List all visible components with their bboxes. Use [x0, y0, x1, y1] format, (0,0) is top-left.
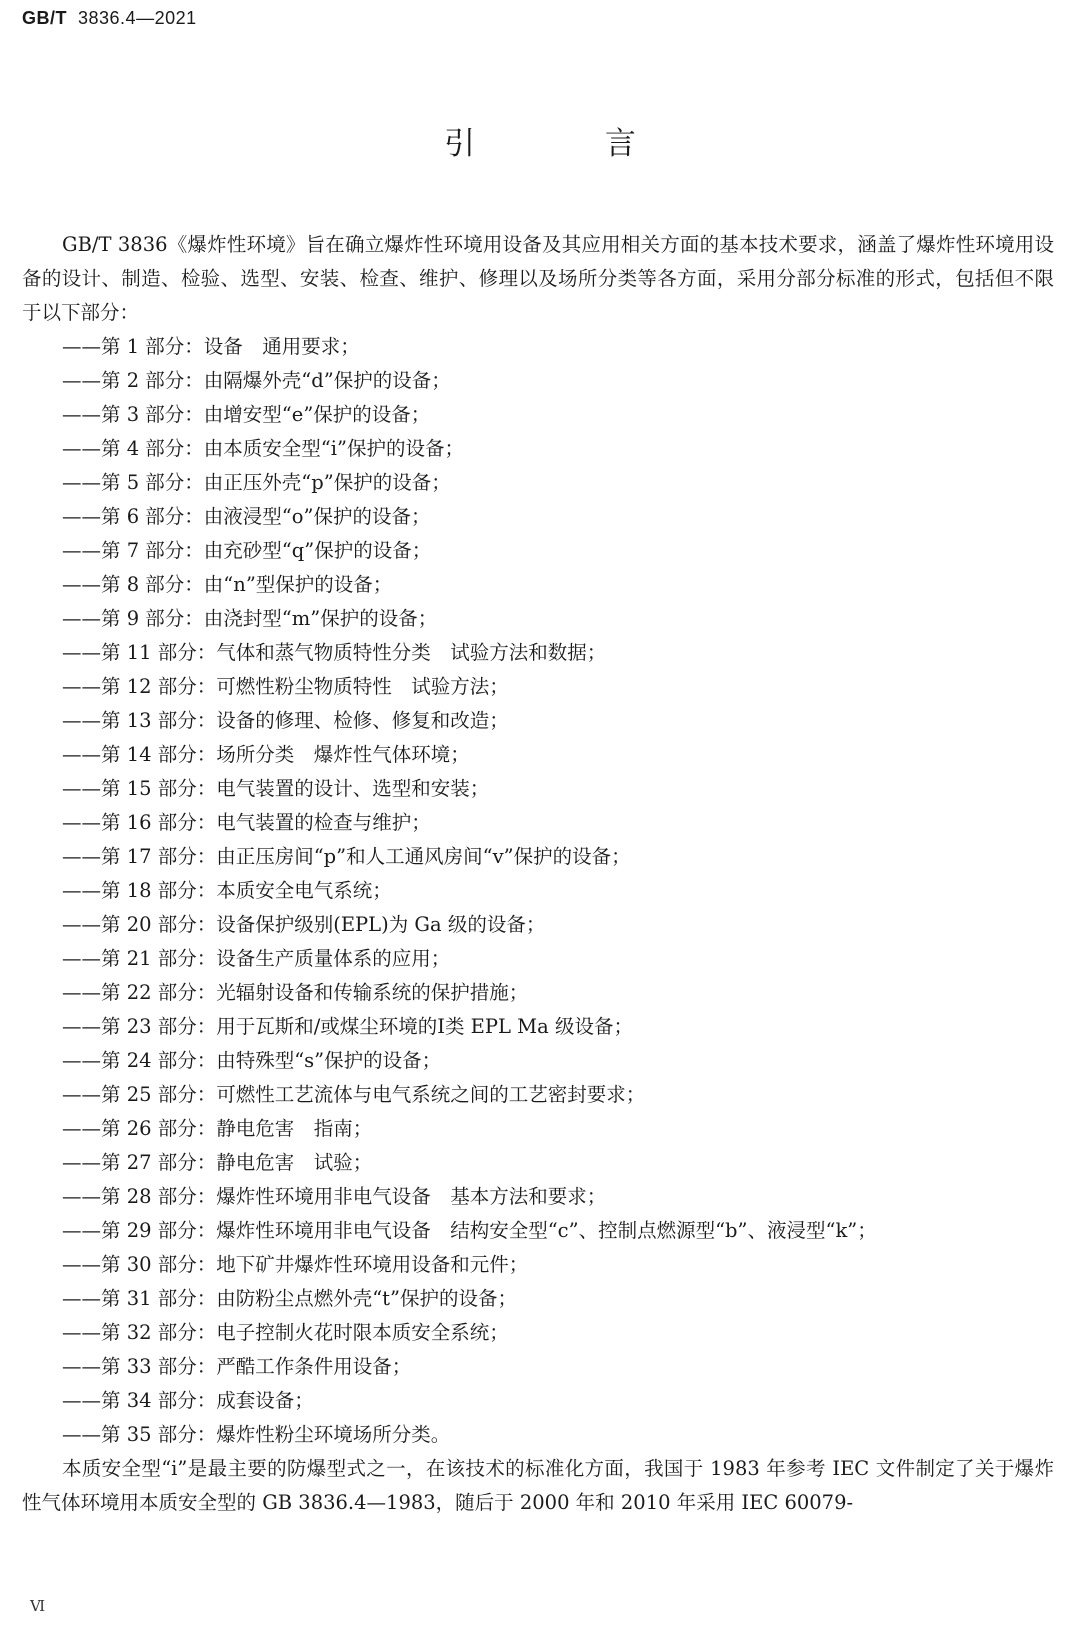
list-item: ——第 26 部分：静电危害 指南；: [62, 1117, 373, 1140]
list-item: ——第 12 部分：可燃性粉尘物质特性 试验方法；: [62, 675, 509, 698]
list-item: ——第 3 部分：由增安型“e”保护的设备；: [62, 403, 431, 426]
list-item: ——第 9 部分：由浇封型“m”保护的设备；: [62, 607, 438, 630]
standard-number: 3836.4—2021: [78, 8, 197, 28]
list-item: ——第 15 部分：电气装置的设计、选型和安装；: [62, 777, 490, 800]
list-item: ——第 27 部分：静电危害 试验；: [62, 1151, 373, 1174]
list-item: ——第 16 部分：电气装置的检查与维护；: [62, 811, 431, 834]
list-item: ——第 20 部分：设备保护级别(EPL)为 Ga 级的设备；: [62, 913, 546, 936]
list-item: ——第 14 部分：场所分类 爆炸性气体环境；: [62, 743, 470, 766]
list-item: ——第 11 部分：气体和蒸气物质特性分类 试验方法和数据；: [62, 641, 607, 664]
list-item: ——第 5 部分：由正压外壳“p”保护的设备；: [62, 471, 451, 494]
intro-paragraph: GB/T 3836《爆炸性环境》旨在确立爆炸性环境用设备及其应用相关方面的基本技术要求，涵盖了爆炸性环境用设备的设计、制造、检验、选型、安装、检查、维护、修理以及场所分类等各方面，采用分部分标准的形式，包括但不限于以下部分：: [22, 233, 1054, 324]
list-item: ——第 21 部分：设备生产质量体系的应用；: [62, 947, 451, 970]
list-item: ——第 4 部分：由本质安全型“i”保护的设备；: [62, 437, 464, 460]
list-item: ——第 24 部分：由特殊型“s”保护的设备；: [62, 1049, 442, 1072]
list-item: ——第 22 部分：光辐射设备和传输系统的保护措施；: [62, 981, 529, 1004]
list-item: ——第 17 部分：由正压房间“p”和人工通风房间“v”保护的设备；: [62, 845, 631, 868]
list-item: ——第 30 部分：地下矿井爆炸性环境用设备和元件；: [62, 1253, 529, 1276]
list-item: ——第 13 部分：设备的修理、检修、修复和改造；: [62, 709, 509, 732]
list-item: ——第 33 部分：严酷工作条件用设备；: [62, 1355, 412, 1378]
standard-code: GB/T: [22, 8, 67, 28]
list-item: ——第 35 部分：爆炸性粉尘环境场所分类。: [62, 1423, 451, 1446]
list-item: ——第 25 部分：可燃性工艺流体与电气系统之间的工艺密封要求；: [62, 1083, 646, 1106]
list-item: ——第 23 部分：用于瓦斯和/或煤尘环境的Ⅰ类 EPL Ma 级设备；: [62, 1015, 633, 1038]
list-item: ——第 34 部分：成套设备；: [62, 1389, 314, 1412]
document-body: [22, 228, 1054, 1520]
list-item: ——第 1 部分：设备 通用要求；: [62, 335, 360, 358]
closing-paragraph: 本质安全型“i”是最主要的防爆型式之一，在该技术的标准化方面，我国于 1983 年参考 IEC 文件制定了关于爆炸性气体环境用本质安全型的 GB 3836.4—1983，随后于 2000 年和 2010 年采用 IEC 60079-: [22, 1457, 1054, 1514]
list-item: ——第 8 部分：由“n”型保护的设备；: [62, 573, 393, 596]
standard-header: [22, 8, 197, 29]
list-item: ——第 31 部分：由防粉尘点燃外壳“t”保护的设备；: [62, 1287, 517, 1310]
page-title: 引 言: [444, 126, 696, 162]
page-number: Ⅵ: [30, 1597, 46, 1615]
list-item: ——第 29 部分：爆炸性环境用非电气设备 结构安全型“c”、控制点燃源型“b”、液浸型“k”；: [62, 1219, 877, 1242]
parts-list: [22, 330, 1054, 1452]
list-item: ——第 2 部分：由隔爆外壳“d”保护的设备；: [62, 369, 451, 392]
list-item: ——第 18 部分：本质安全电气系统；: [62, 879, 392, 902]
list-item: ——第 28 部分：爆炸性环境用非电气设备 基本方法和要求；: [62, 1185, 607, 1208]
list-item: ——第 6 部分：由液浸型“o”保护的设备；: [62, 505, 431, 528]
list-item: ——第 32 部分：电子控制火花时限本质安全系统；: [62, 1321, 509, 1344]
list-item: ——第 7 部分：由充砂型“q”保护的设备；: [62, 539, 432, 562]
